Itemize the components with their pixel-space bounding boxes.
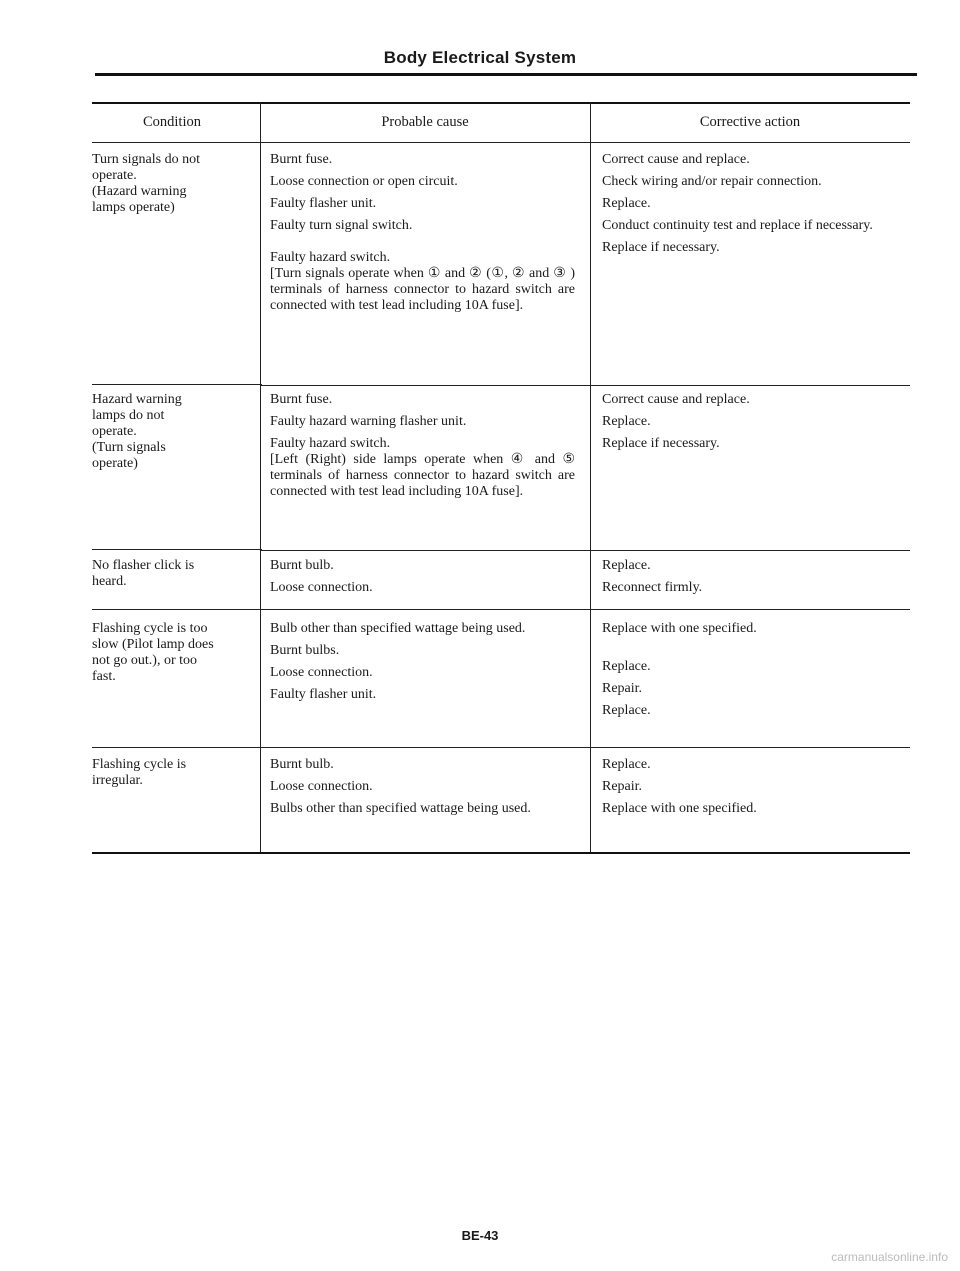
table-top-rule — [92, 102, 910, 104]
table-row-condition: Flashing cycle is irregular. — [92, 757, 187, 788]
table-row-condition: Flashing cycle is too slow (Pilot lamp does not go out.), or too fast. — [92, 621, 214, 684]
column-header-cause: Probable cause — [381, 114, 469, 130]
table-row-actions: Correct cause and replace. Check wiring and/or repair connection. Replace. Conduct continuity test and replace if necessary. Replace if necessary. — [602, 152, 873, 255]
table-row-condition: No flasher click is heard. — [92, 558, 195, 589]
column-header-action: Corrective action — [699, 114, 801, 130]
row-divider — [260, 609, 910, 610]
page-number: BE-43 — [461, 1228, 499, 1243]
table-row-causes: Burnt bulb. Loose connection. — [270, 558, 373, 595]
table-bottom-rule — [92, 852, 910, 854]
table-row-causes: Burnt bulb. Loose connection. Bulbs other than specified wattage being used. — [270, 757, 531, 816]
row-divider — [92, 384, 262, 385]
header-divider — [92, 142, 910, 143]
page-title: Body Electrical System — [383, 48, 577, 67]
table-row-causes: Burnt fuse. Loose connection or open circuit. Faulty flasher unit. Faulty turn signal switch. Faulty hazard switch. [Turn signals operate when ① and ② (①, ② and ③ ) terminals of harness connector to hazard switch are connected with test lead including 10A fuse]. — [270, 152, 575, 313]
table-row-condition: Turn signals do not operate. (Hazard warning lamps operate) — [92, 152, 201, 215]
row-divider — [92, 747, 262, 748]
row-divider — [260, 747, 910, 748]
column-divider — [590, 102, 591, 854]
row-divider — [92, 549, 262, 550]
table-row-causes: Bulb other than specified wattage being used. Burnt bulbs. Loose connection. Faulty flasher unit. — [270, 621, 526, 702]
table-row-actions: Correct cause and replace. Replace. Replace if necessary. — [602, 392, 750, 451]
table-row-actions: Replace with one specified. Replace. Repair. Replace. — [602, 621, 757, 718]
header-rule — [95, 73, 917, 76]
row-divider — [260, 550, 910, 551]
column-divider — [260, 102, 261, 854]
column-header-condition: Condition — [142, 114, 201, 130]
table-row-condition: Hazard warning lamps do not operate. (Turn signals operate) — [92, 392, 182, 471]
row-divider — [260, 385, 910, 386]
watermark: carmanualsonline.info — [831, 1250, 948, 1264]
table-row-causes: Burnt fuse. Faulty hazard warning flasher unit. Faulty hazard switch. [Left (Right) side lamps operate when ④ and ⑤ terminals of harness connector to hazard switch are connected with test lead including 10A fuse]. — [270, 392, 575, 499]
table-row-actions: Replace. Reconnect firmly. — [602, 558, 703, 595]
table-row-actions: Replace. Repair. Replace with one specified. — [602, 757, 757, 816]
row-divider — [92, 609, 262, 610]
